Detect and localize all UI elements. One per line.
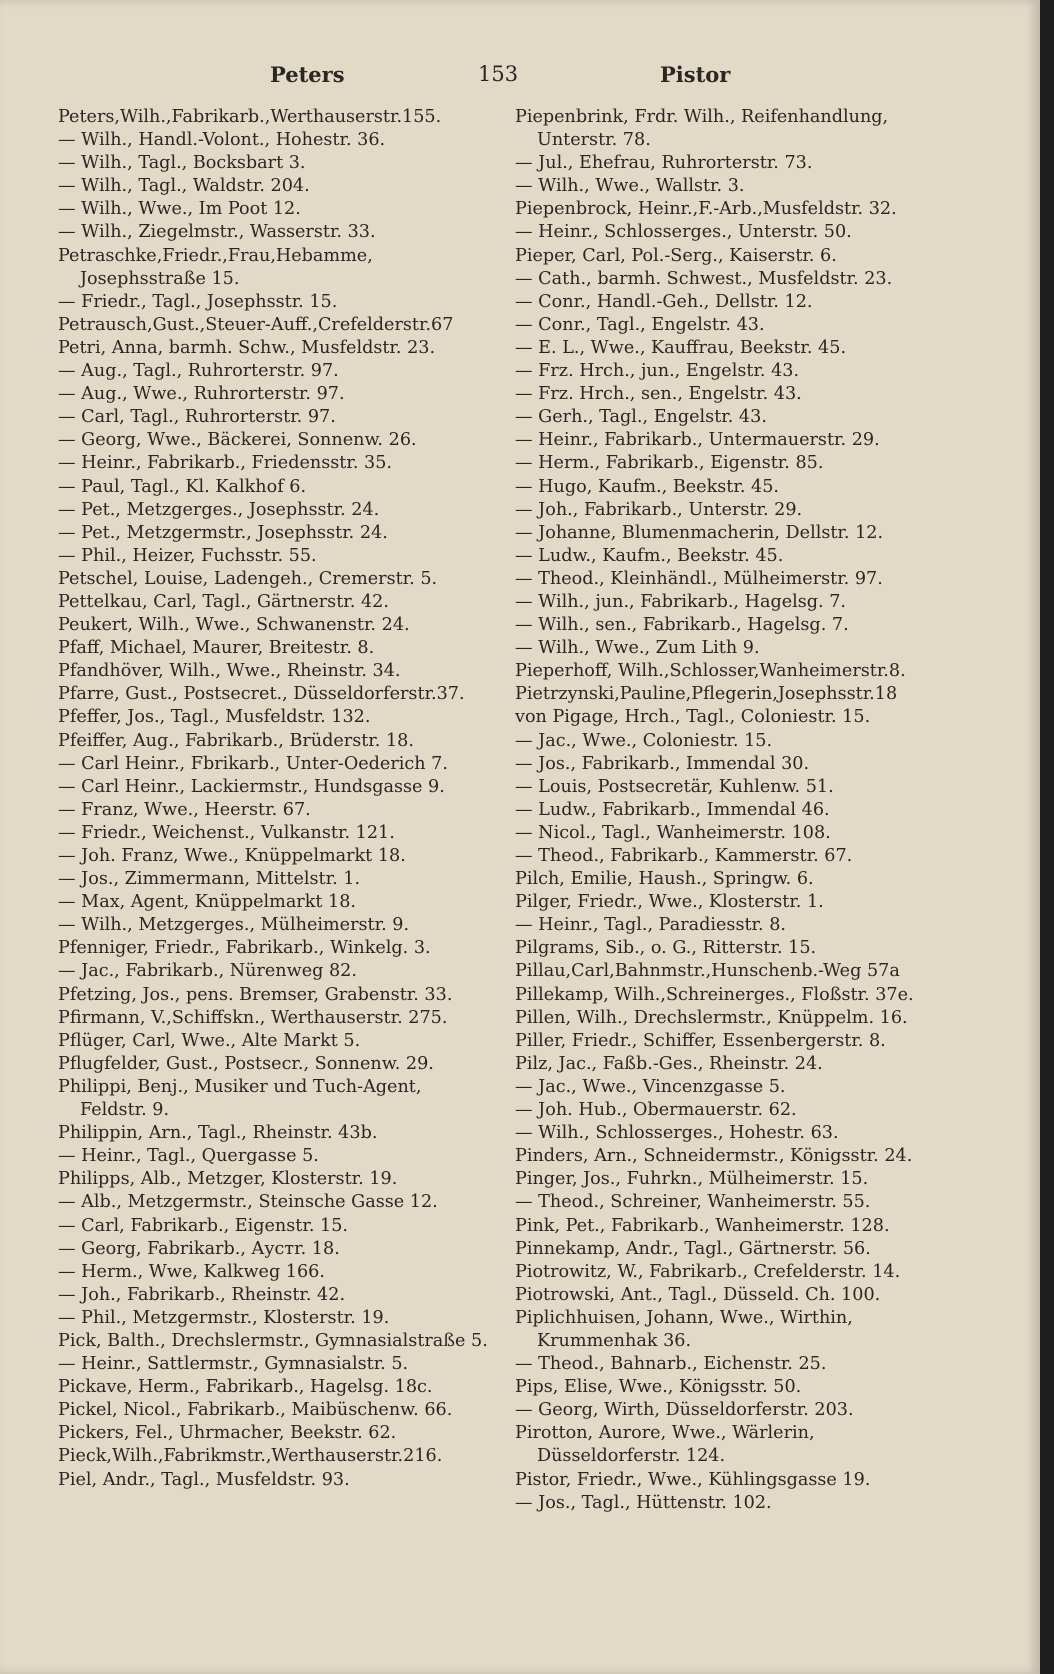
directory-entry: — Nicol., Tagl., Wanheimerstr. 108.: [515, 822, 831, 843]
directory-entry: Pflugfelder, Gust., Postsecr., Sonnenw. 29.: [58, 1053, 434, 1074]
directory-entry: — Joh. Franz, Wwe., Knüppelmarkt 18.: [58, 846, 406, 866]
directory-entry: — Jul., Ehefrau, Ruhrorterstr. 73.: [515, 153, 813, 174]
directory-entry: — E. L., Wwe., Kauffrau, Beekstr. 45.: [515, 337, 847, 358]
directory-entry: — Gerh., Tagl., Engelstr. 43.: [515, 407, 767, 428]
directory-entry: Pirotton, Aurore, Wwe., Wärlerin, Düsseldorferstr. 124.: [515, 1423, 815, 1467]
directory-entry: — Heinr., Fabrikarb., Untermauerstr. 29.: [515, 430, 880, 451]
directory-entry: — Carl, Tagl., Ruhrorterstr. 97.: [58, 407, 336, 428]
page-header: [0, 62, 1040, 96]
directory-entry: — Franz, Wwe., Heerstr. 67.: [58, 799, 311, 820]
directory-entry: — Joh., Fabrikarb., Unterstr. 29.: [515, 499, 803, 520]
directory-entry: — Carl Heinr., Lackiermstr., Hundsgasse 9.: [58, 776, 445, 797]
directory-entry: — Wilh., Wwe., Wallstr. 3.: [515, 176, 745, 197]
directory-entry: — Wilh., Wwe., Im Poot 12.: [58, 199, 301, 220]
directory-entry: — Alb., Metzgermstr., Steinsche Gasse 12.: [58, 1192, 438, 1213]
directory-entry: — Georg, Fabrikarb., Aустr. 18.: [58, 1238, 340, 1259]
directory-entry: — Georg, Wirth, Düsseldorferstr. 203.: [515, 1400, 854, 1421]
directory-entry: — Ludw., Fabrikarb., Immendal 46.: [515, 799, 830, 820]
directory-entry: Peters,Wilh.,Fabrikarb.,Werthauserstr.155.: [58, 107, 442, 127]
directory-entry: Petrausch,Gust.,Steuer-Auff.,Crefelderstr.67: [58, 314, 454, 335]
directory-entry: Piel, Andr., Tagl., Musfeldstr. 93.: [58, 1469, 350, 1490]
directory-entry: Piller, Friedr., Schiffer, Essenbergerstr. 8.: [515, 1030, 886, 1051]
directory-entry: — Jac., Fabrikarb., Nürenweg 82.: [58, 961, 357, 982]
directory-entry: — Wilh., Handl.-Volont., Hohestr. 36.: [58, 130, 386, 151]
directory-entry: — Heinr., Tagl., Paradiesstr. 8.: [515, 915, 786, 936]
directory-entry: Pinger, Jos., Fuhrkn., Mülheimerstr. 15.: [515, 1169, 869, 1190]
directory-entry: — Frz. Hrch., sen., Engelstr. 43.: [515, 384, 802, 405]
directory-entry: Piepenbrink, Frdr. Wilh., Reifenhandlung, Unterstr. 78.: [515, 107, 889, 151]
directory-entry: — Herm., Wwe, Kalkweg 166.: [58, 1261, 325, 1282]
directory-entry: — Conr., Handl.-Geh., Dellstr. 12.: [515, 291, 813, 312]
directory-entry: Philippi, Benj., Musiker und Tuch-Agent, Feldstr. 9.: [58, 1076, 422, 1121]
directory-entry: Pfeiffer, Aug., Fabrikarb., Brüderstr. 18.: [58, 730, 414, 751]
directory-entry: von Pigage, Hrch., Tagl., Coloniestr. 15.: [515, 707, 871, 728]
directory-entry: — Wilh., sen., Fabrikarb., Hagelsg. 7.: [515, 615, 849, 636]
directory-entry: Piepenbrock, Heinr.,F.-Arb.,Musfeldstr. 32.: [515, 199, 897, 220]
directory-entry: — Theod., Kleinhändl., Mülheimerstr. 97.: [515, 568, 883, 589]
directory-entry: — Wilh., Tagl., Bocksbart 3.: [58, 153, 306, 174]
directory-entry: Pilgrams, Sib., o. G., Ritterstr. 15.: [515, 938, 817, 959]
directory-entry: — Wilh., Tagl., Waldstr. 204.: [58, 176, 310, 197]
directory-entry: Petschel, Louise, Ladengeh., Cremerstr. 5.: [58, 568, 438, 589]
directory-entry: Pilz, Jac., Faßb.-Ges., Rheinstr. 24.: [515, 1053, 823, 1074]
directory-entry: — Wilh., Ziegelmstr., Wasserstr. 33.: [58, 222, 376, 243]
directory-entry: Pieper, Carl, Pol.-Serg., Kaiserstr. 6.: [515, 245, 837, 266]
directory-entry: — Jos., Zimmermann, Mittelstr. 1.: [58, 869, 361, 890]
directory-entry: — Wilh., jun., Fabrikarb., Hagelsg. 7.: [515, 591, 847, 612]
directory-entry: — Jos., Fabrikarb., Immendal 30.: [515, 753, 810, 774]
directory-entry: — Aug., Wwe., Ruhrorterstr. 97.: [58, 384, 345, 405]
directory-entry: — Paul, Tagl., Kl. Kalkhof 6.: [58, 476, 307, 497]
directory-entry: — Ludw., Kaufm., Beekstr. 45.: [515, 545, 784, 566]
directory-entry: — Carl, Fabrikarb., Eigenstr. 15.: [58, 1215, 348, 1236]
directory-entry: Pick, Balth., Drechslermstr., Gymnasialstraße 5.: [58, 1330, 488, 1351]
page-number: 153: [478, 62, 519, 86]
directory-entry: Philippin, Arn., Tagl., Rheinstr. 43b.: [58, 1123, 378, 1144]
directory-entry: Petri, Anna, barmh. Schw., Musfeldstr. 23.: [58, 337, 436, 358]
directory-entry: — Wilh., Metzgerges., Mülheimerstr. 9.: [58, 915, 410, 936]
directory-entry: Pickave, Herm., Fabrikarb., Hagelsg. 18c.: [58, 1377, 433, 1398]
header-last-name: Pistor: [660, 62, 731, 87]
directory-entry: Peukert, Wilh., Wwe., Schwanenstr. 24.: [58, 615, 410, 636]
directory-entry: Pilch, Emilie, Haush., Springw. 6.: [515, 869, 814, 890]
directory-entry: Philipps, Alb., Metzger, Klosterstr. 19.: [58, 1169, 398, 1190]
directory-entry: — Louis, Postsecretär, Kuhlenw. 51.: [515, 776, 834, 797]
directory-entry: Pettelkau, Carl, Tagl., Gärtnerstr. 42.: [58, 591, 389, 612]
directory-entry: — Pet., Metzgerges., Josephsstr. 24.: [58, 499, 380, 520]
directory-entry: — Jos., Tagl., Hüttenstr. 102.: [515, 1492, 772, 1513]
directory-entry: Pinders, Arn., Schneidermstr., Königsstr. 24.: [515, 1146, 913, 1167]
directory-entry: — Phil., Metzgermstr., Klosterstr. 19.: [58, 1307, 390, 1328]
directory-entry: — Frz. Hrch., jun., Engelstr. 43.: [515, 361, 800, 382]
directory-entry: Pinnekamp, Andr., Tagl., Gärtnerstr. 56.: [515, 1238, 871, 1259]
directory-entry: — Aug., Tagl., Ruhrorterstr. 97.: [58, 361, 339, 382]
directory-entry: Pfaff, Michael, Maurer, Breitestr. 8.: [58, 638, 375, 659]
directory-entry: Pickers, Fel., Uhrmacher, Beekstr. 62.: [58, 1423, 397, 1444]
directory-entry: Pfetzing, Jos., pens. Bremser, Grabenstr. 33.: [58, 984, 453, 1005]
directory-entry: Pink, Pet., Fabrikarb., Wanheimerstr. 128.: [515, 1215, 890, 1236]
directory-entry: — Carl Heinr., Fbrikarb., Unter-Oederich 7.: [58, 753, 448, 774]
directory-entry: — Conr., Tagl., Engelstr. 43.: [515, 314, 765, 335]
header-first-name: Peters: [270, 62, 345, 87]
directory-entry: — Johanne, Blumenmacherin, Dellstr. 12.: [515, 522, 884, 543]
directory-entry: Piotrowitz, W., Fabrikarb., Crefelderstr. 14.: [515, 1261, 901, 1282]
directory-entry: Pillau,Carl,Bahnmstr.,Hunschenb.-Weg 57a: [515, 961, 900, 982]
directory-entry: — Joh. Hub., Obermauerstr. 62.: [515, 1100, 797, 1121]
directory-entry: — Heinr., Fabrikarb., Friedensstr. 35.: [58, 453, 392, 474]
directory-entry: — Jac., Wwe., Vincenzgasse 5.: [515, 1076, 786, 1097]
directory-entry: — Cath., barmh. Schwest., Musfeldstr. 23.: [515, 268, 893, 289]
directory-entry: — Max, Agent, Knüppelmarkt 18.: [58, 892, 357, 913]
directory-entry: Piotrowski, Ant., Tagl., Düsseld. Ch. 100.: [515, 1284, 881, 1305]
directory-entry: Piplichhuisen, Johann, Wwe., Wirthin, Krummenhak 36.: [515, 1307, 853, 1351]
directory-entry: Pillekamp, Wilh.,Schreinerges., Floßstr. 37e.: [515, 984, 914, 1005]
directory-entry: Pillen, Wilh., Drechslermstr., Knüppelm. 16.: [515, 1007, 908, 1028]
directory-entry: Pilger, Friedr., Wwe., Klosterstr. 1.: [515, 892, 824, 913]
directory-entry: Pietrzynski,Pauline,Pflegerin,Josephsstr.18: [515, 684, 898, 705]
directory-entry: — Friedr., Tagl., Josephsstr. 15.: [58, 291, 338, 312]
directory-entry: — Heinr., Tagl., Quergasse 5.: [58, 1146, 319, 1167]
directory-entry: — Hugo, Kaufm., Beekstr. 45.: [515, 476, 779, 497]
directory-entry: — Wilh., Schlosserges., Hohestr. 63.: [515, 1123, 839, 1144]
directory-entry: Pfandhöver, Wilh., Wwe., Rheinstr. 34.: [58, 661, 401, 682]
directory-entry: — Georg, Wwe., Bäckerei, Sonnenw. 26.: [58, 430, 417, 451]
directory-entry: Pfeffer, Jos., Tagl., Musfeldstr. 132.: [58, 707, 371, 728]
directory-entry: — Jac., Wwe., Coloniestr. 15.: [515, 730, 773, 751]
directory-entry: — Theod., Schreiner, Wanheimerstr. 55.: [515, 1192, 871, 1213]
directory-entry: — Pet., Metzgermstr., Josephsstr. 24.: [58, 522, 388, 543]
directory-entry: Pfarre, Gust., Postsecret., Düsseldorferstr.37.: [58, 684, 465, 705]
directory-entry: — Wilh., Wwe., Zum Lith 9.: [515, 638, 760, 659]
directory-entry: Pflüger, Carl, Wwe., Alte Markt 5.: [58, 1030, 361, 1051]
page-edge-shadow: [1040, 0, 1054, 1674]
directory-entry: — Theod., Fabrikarb., Kammerstr. 67.: [515, 846, 853, 866]
directory-entry: — Joh., Fabrikarb., Rheinstr. 42.: [58, 1284, 346, 1305]
directory-entry: — Friedr., Weichenst., Vulkanstr. 121.: [58, 822, 395, 843]
directory-entry: Pips, Elise, Wwe., Königsstr. 50.: [515, 1377, 802, 1398]
right-column: [515, 106, 955, 1515]
directory-entry: Pistor, Friedr., Wwe., Kühlingsgasse 19.: [515, 1469, 871, 1490]
directory-entry: Pieck,Wilh.,Fabrikmstr.,Werthauserstr.216.: [58, 1446, 443, 1467]
left-column: [58, 106, 488, 1492]
directory-entry: — Heinr., Sattlermstr., Gymnasialstr. 5.: [58, 1354, 409, 1375]
directory-entry: Petraschke,Friedr.,Frau,Hebamme, Josephsstraße 15.: [58, 245, 373, 289]
directory-entry: — Heinr., Schlosserges., Unterstr. 50.: [515, 222, 852, 243]
directory-entry: — Herm., Fabrikarb., Eigenstr. 85.: [515, 453, 824, 474]
directory-entry: — Phil., Heizer, Fuchsstr. 55.: [58, 545, 317, 566]
directory-entry: — Theod., Bahnarb., Eichenstr. 25.: [515, 1354, 827, 1375]
directory-entry: Pfenniger, Friedr., Fabrikarb., Winkelg. 3.: [58, 938, 431, 959]
directory-entry: Pfirmann, V.,Schiffskn., Werthauserstr. 275.: [58, 1007, 448, 1028]
directory-entry: Pieperhoff, Wilh.,Schlosser,Wanheimerstr.8.: [515, 661, 906, 682]
directory-entry: Pickel, Nicol., Fabrikarb., Maibüschenw. 66.: [58, 1400, 453, 1421]
